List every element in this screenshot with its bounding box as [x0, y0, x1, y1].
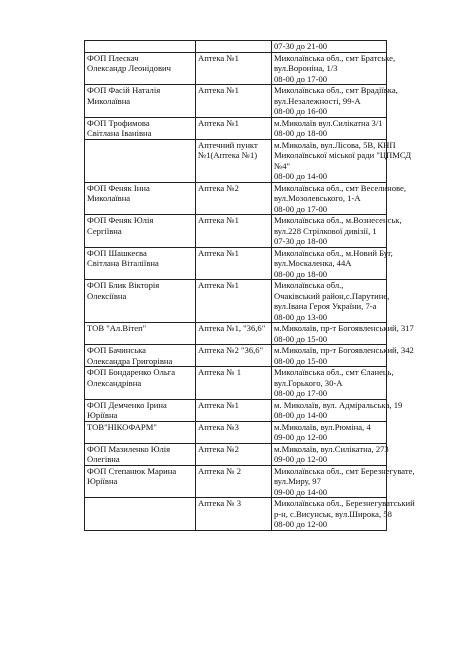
cell-text-line: Світлана Віталіївна: [87, 258, 159, 268]
pharmacy-cell: [196, 280, 272, 323]
cell-text-line: Миколаївська обл., смт Єланець,: [274, 367, 394, 377]
cell-text-line: вул.Москаленка, 44А: [274, 258, 352, 268]
cell-text-line: 07-30 до 18-00: [274, 236, 328, 246]
table-row: [85, 41, 387, 53]
cell-text-line: Миколаївська обл., смт Врадіївка,: [274, 85, 398, 95]
address-hours-cell: [272, 323, 414, 345]
cell-text-line: 07-30 до 21-00: [274, 41, 328, 51]
cell-text-line: р-н, с.Висунськ, вул.Широка, 58: [274, 508, 392, 519]
cell-text-line: Миколаївська обл., м.Новий Буг,: [274, 247, 393, 258]
cell-text-line: м.Миколаїв, пр-т Богоявленський, 317: [274, 323, 414, 333]
cell-text-line: №1(Аптека №1): [198, 150, 258, 160]
cell-text-line: вул.Миру, 97: [274, 476, 321, 486]
cell-text-line: Аптека №1: [198, 280, 239, 290]
cell-text-line: ФОП Феняк Інна: [87, 182, 150, 193]
table-row: [85, 182, 387, 215]
pharmacy-cell: [196, 215, 272, 248]
address-hours-cell: [272, 280, 390, 323]
cell-text-line: Аптека №1: [198, 247, 239, 258]
table-row: [85, 443, 387, 465]
table-row: [85, 139, 387, 182]
cell-text-line: м.Миколаїв, вул.Силікатна, 273: [274, 443, 389, 454]
pharmacy-cell: [196, 345, 272, 367]
cell-text-line: вул.Вороніна, 1/3: [274, 63, 338, 73]
cell-text-line: Аптека №1: [198, 215, 239, 225]
cell-text-line: Очаківський район,с.Парутине,: [274, 290, 390, 301]
owner-name-cell: [85, 215, 196, 248]
address-hours-cell: [272, 41, 387, 53]
cell-text-line: 08-00 до 18-00: [274, 268, 328, 279]
address-hours-cell: [272, 117, 387, 139]
cell-text-line: Миколаївська обл., смт Березнегувате,: [274, 465, 415, 476]
table-row: [85, 117, 387, 139]
address-hours-cell: [272, 399, 403, 421]
cell-text-line: Олегівна: [87, 454, 120, 464]
cell-text-line: Миколаївська обл., смт Веселинове,: [274, 182, 406, 193]
cell-text-line: м.Миколаїв, вул.Лісова, 5В, КНП: [274, 139, 396, 150]
owner-name-cell: [85, 421, 196, 443]
table-row: [85, 421, 387, 443]
table-row: [85, 215, 387, 248]
cell-text-line: ФОП Бачинська: [87, 345, 146, 355]
address-hours-cell: [272, 443, 387, 465]
cell-text-line: Олександрівна: [87, 377, 142, 388]
cell-text-line: Аптека №2 "36,6": [198, 345, 264, 355]
cell-text-line: вул.Мозолевського, 1-А: [274, 193, 361, 203]
cell-text-line: Світлана Іванівна: [87, 128, 152, 138]
table-row: [85, 323, 387, 345]
cell-text-line: ФОП Фасій Наталія: [87, 85, 161, 95]
cell-text-line: ТОВ "Ал.Вітеп": [87, 323, 147, 333]
cell-text-line: 08-00 до 14-00: [274, 410, 328, 420]
pharmacy-cell: [196, 41, 272, 53]
table-body: [85, 41, 415, 531]
cell-text-line: вул.Незалежності, 99-А: [274, 95, 361, 106]
table-row: [85, 345, 387, 367]
cell-text-line: Аптека №1: [198, 117, 239, 128]
cell-text-line: м. Миколаїв, вул. Адміральська, 19: [274, 399, 403, 410]
cell-text-line: Аптека № 2: [198, 465, 242, 476]
owner-name-cell: [85, 367, 196, 400]
address-hours-cell: [272, 139, 412, 182]
cell-text-line: 09-00 до 14-00: [274, 486, 328, 497]
pharmacy-schedule-table: [84, 40, 415, 531]
pharmacy-cell: [196, 421, 272, 443]
cell-text-line: ФОП Плескач: [87, 52, 139, 63]
cell-text-line: 08-00 до 17-00: [274, 73, 328, 84]
cell-text-line: Миколаївської міської ради "ЦПМСД: [274, 150, 412, 160]
cell-text-line: Олексіївна: [87, 290, 127, 301]
cell-text-line: 08-00 до 17-00: [274, 388, 328, 398]
address-hours-cell: [272, 498, 415, 531]
cell-text-line: 08-00 до 14-00: [274, 171, 328, 181]
cell-text-line: вул.Горького, 30-А: [274, 377, 343, 388]
cell-text-line: Аптека № 3: [198, 498, 242, 508]
owner-name-cell: [85, 182, 196, 215]
cell-text-line: Аптека №3: [198, 421, 239, 432]
cell-text-line: 08-00 до 18-00: [274, 128, 328, 138]
table-row: [85, 280, 387, 323]
pharmacy-cell: [196, 399, 272, 421]
address-hours-cell: [272, 465, 415, 498]
cell-text-line: вул.228 Стрілкової дивізії, 1: [274, 225, 377, 236]
cell-text-line: Миколаївна: [87, 95, 131, 106]
address-hours-cell: [272, 421, 387, 443]
table-row: [85, 465, 387, 498]
owner-name-cell: [85, 85, 196, 118]
pharmacy-cell: [196, 443, 272, 465]
cell-text-line: Аптека №2: [198, 182, 239, 193]
cell-text-line: Аптека №2: [198, 443, 239, 454]
pharmacy-cell: [196, 139, 272, 182]
cell-text-line: ТОВ"НІКОФАРМ": [87, 421, 157, 432]
pharmacy-cell: [196, 182, 272, 215]
cell-text-line: 08-00 до 12-00: [274, 519, 328, 529]
cell-text-line: вул.Івана Героя України, 7-а: [274, 301, 377, 311]
cell-text-line: Миколаївська обл.,: [274, 280, 344, 290]
owner-name-cell: [85, 280, 196, 323]
cell-text-line: 08-00 до 15-00: [274, 333, 328, 344]
pharmacy-cell: [196, 85, 272, 118]
cell-text-line: ФОП Степанюк Марина: [87, 465, 177, 476]
cell-text-line: Миколаївна: [87, 193, 131, 203]
cell-text-line: Миколаївська обл., м.Вознесенськ,: [274, 215, 402, 225]
pharmacy-cell: [196, 465, 272, 498]
cell-text-line: ФОП Феняк Юлія: [87, 215, 154, 225]
pharmacy-cell: [196, 498, 272, 531]
owner-name-cell: [85, 117, 196, 139]
cell-text-line: Сергіївна: [87, 225, 122, 236]
cell-text-line: ФОП Шашкеєва: [87, 247, 147, 258]
pharmacy-cell: [196, 323, 272, 345]
cell-text-line: Олександр Леонідович: [87, 63, 171, 73]
owner-name-cell: [85, 41, 196, 53]
address-hours-cell: [272, 247, 393, 280]
cell-text-line: 09-00 до 12-00: [274, 432, 328, 442]
cell-text-line: м.Миколаїв, пр-т Богоявленський, 342: [274, 345, 414, 355]
cell-text-line: ФОП Бондаренко Ольга: [87, 367, 176, 377]
address-hours-cell: [272, 52, 396, 85]
cell-text-line: 08-00 до 16-00: [274, 106, 328, 116]
cell-text-line: Юріївна: [87, 476, 118, 486]
cell-text-line: ФОП Демченко Ірина: [87, 399, 167, 410]
table-row: [85, 85, 387, 118]
cell-text-line: Юріївна: [87, 410, 118, 420]
table-row: [85, 498, 387, 531]
cell-text-line: 08-00 до 15-00: [274, 355, 328, 366]
cell-text-line: Аптечний пункт: [198, 139, 258, 150]
cell-text-line: Аптека №1: [198, 52, 239, 63]
address-hours-cell: [272, 182, 406, 215]
cell-text-line: м.Миколаїв, вул.Рюміна, 4: [274, 421, 371, 432]
address-hours-cell: [272, 215, 402, 248]
cell-text-line: Миколаївська обл., смт Братське,: [274, 52, 396, 63]
cell-text-line: Аптека №1, "36,6": [198, 323, 266, 333]
owner-name-cell: [85, 52, 196, 85]
owner-name-cell: [85, 443, 196, 465]
table-row: [85, 367, 387, 400]
cell-text-line: 08-00 до 13-00: [274, 311, 328, 322]
address-hours-cell: [272, 345, 414, 367]
cell-text-line: 08-00 до 17-00: [274, 203, 328, 214]
table-row: [85, 399, 387, 421]
cell-text-line: №4": [274, 160, 291, 171]
cell-text-line: ФОП Мазиленко Юлія: [87, 443, 171, 454]
owner-name-cell: [85, 399, 196, 421]
cell-text-line: м.Миколаїв вул.Силікатна 3/1: [274, 117, 383, 128]
table-row: [85, 247, 387, 280]
owner-name-cell: [85, 465, 196, 498]
pharmacy-cell: [196, 247, 272, 280]
cell-text-line: Миколаївська обл., Березнегуватський: [274, 498, 415, 508]
pharmacy-cell: [196, 52, 272, 85]
address-hours-cell: [272, 367, 394, 400]
cell-text-line: Аптека №1: [198, 85, 239, 95]
cell-text-line: Аптека № 1: [198, 367, 242, 377]
owner-name-cell: [85, 139, 196, 182]
cell-text-line: ФОП Трофимова: [87, 117, 150, 128]
cell-text-line: ФОП Блик Вікторія: [87, 280, 160, 290]
pharmacy-cell: [196, 117, 272, 139]
address-hours-cell: [272, 85, 398, 118]
cell-text-line: Олександра Григорівна: [87, 355, 173, 366]
cell-text-line: 09-00 до 12-00: [274, 454, 328, 464]
owner-name-cell: [85, 323, 196, 345]
cell-text-line: Аптека №1: [198, 399, 239, 410]
pharmacy-cell: [196, 367, 272, 400]
owner-name-cell: [85, 345, 196, 367]
owner-name-cell: [85, 498, 196, 531]
owner-name-cell: [85, 247, 196, 280]
table-row: [85, 52, 387, 85]
